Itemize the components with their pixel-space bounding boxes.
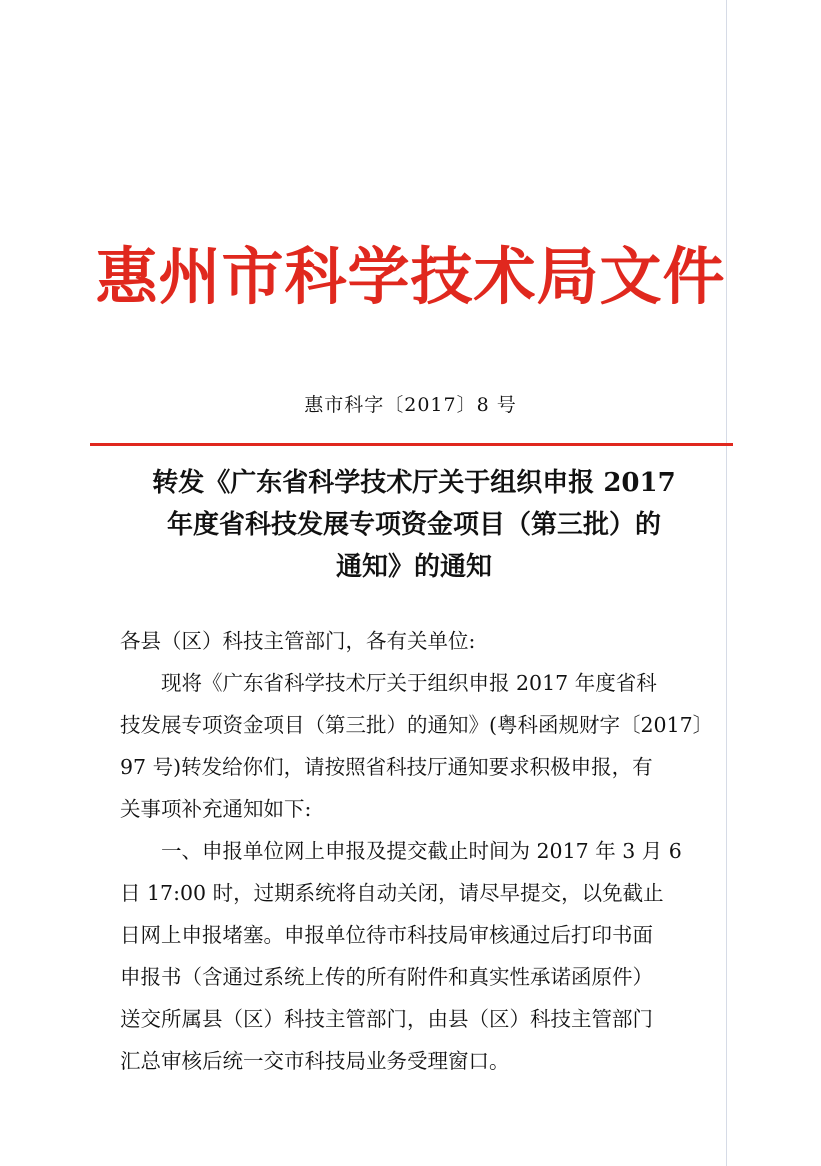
body-line: 一、申报单位网上申报及提交截止时间为 2017 年 3 月 6: [120, 839, 682, 863]
body-line: 日 17:00 时，过期系统将自动关闭，请尽早提交，以免截止: [120, 881, 664, 905]
subject-line: 年度省科技发展专项资金项目（第三批）的: [166, 510, 661, 540]
body-line: 日网上申报堵塞。申报单位待市科技局审核通过后打印书面: [120, 923, 653, 947]
document-header-title: 惠州市科学技术局文件: [95, 240, 726, 313]
body-line: 97 号)转发给你们，请按照省科技厅通知要求积极申报，有: [120, 755, 653, 779]
body-line: 关事项补充通知如下:: [120, 797, 312, 821]
document-number: 惠市科字〔2017〕8 号: [304, 394, 517, 416]
subject-line: 转发《广东省科学技术厅关于组织申报 2017: [152, 468, 676, 498]
salutation-line: 各县（区）科技主管部门，各有关单位:: [120, 629, 476, 653]
body-line: 技发展专项资金项目（第三批）的通知》(粤科函规财字〔2017〕: [120, 713, 714, 737]
document-body: [120, 620, 720, 1082]
body-line: 汇总审核后统一交市科技局业务受理窗口。: [120, 1049, 510, 1073]
subject-line: 通知》的通知: [335, 552, 492, 582]
body-line: 现将《广东省科学技术厅关于组织申报 2017 年度省科: [120, 671, 657, 695]
body-line: 申报书（含通过系统上传的所有附件和真实性承诺函原件）: [120, 965, 653, 989]
document-subject: [104, 462, 724, 588]
scan-edge-line: [726, 0, 727, 1166]
body-line: 送交所属县（区）科技主管部门，由县（区）科技主管部门: [120, 1007, 653, 1031]
red-divider-rule: [90, 443, 733, 446]
